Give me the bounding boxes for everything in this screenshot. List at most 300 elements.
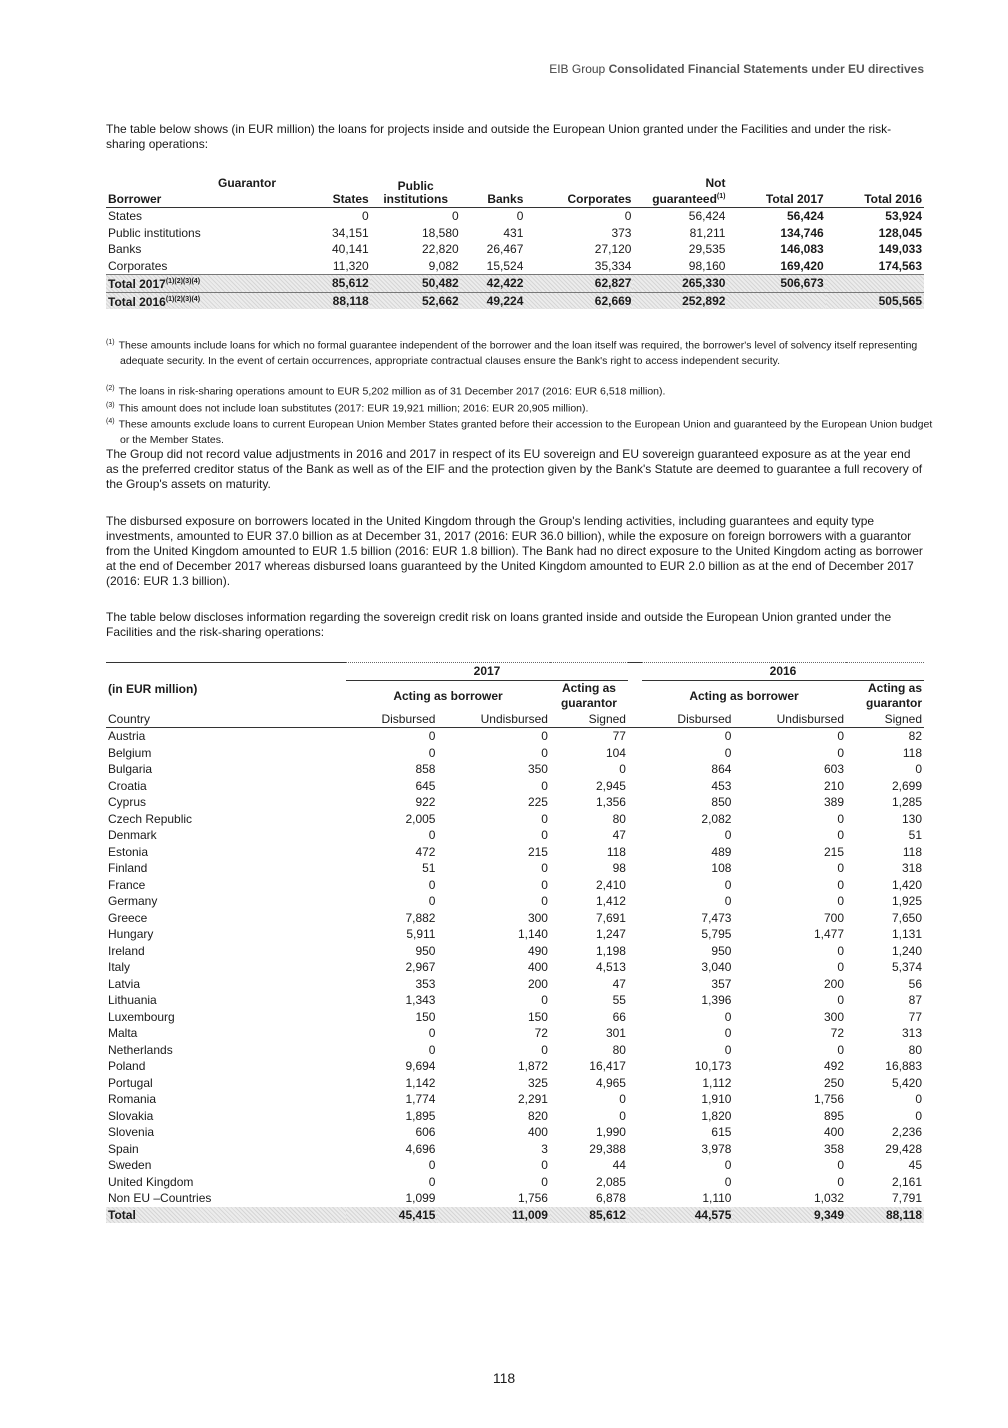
cell: 29,535 <box>688 242 726 257</box>
cell: 88,118 <box>846 1207 924 1224</box>
cell: 77 <box>612 729 626 744</box>
col-header: Corporates <box>525 176 633 208</box>
cell: 2,005 <box>405 811 436 826</box>
cell: 1,343 <box>405 993 436 1008</box>
table-row <box>106 827 924 844</box>
cell: 4,696 <box>405 1141 436 1156</box>
col-header: Total 2017 <box>727 176 825 208</box>
cell: 2,291 <box>517 1092 548 1107</box>
cell: 0 <box>837 828 844 843</box>
cell: 98,160 <box>688 258 726 273</box>
cell: 118 <box>606 844 626 859</box>
cell: 0 <box>724 1026 732 1041</box>
cell: 56 <box>908 976 922 991</box>
cell: 1,477 <box>813 927 844 942</box>
cell: 2,085 <box>595 1174 626 1189</box>
cell: 0 <box>837 1042 844 1057</box>
cell: 0 <box>837 861 844 876</box>
cell: 0 <box>837 1174 844 1189</box>
cell: 0 <box>541 894 548 909</box>
row-label: Cyprus <box>108 795 147 810</box>
row-label: Czech Republic <box>108 811 193 826</box>
cell: 146,083 <box>780 242 824 257</box>
col-header: Total 2016 <box>826 176 924 208</box>
table-row <box>106 1075 924 1092</box>
cell: 4,965 <box>595 1075 626 1090</box>
cell: 252,892 <box>633 292 727 309</box>
cell: 0 <box>541 1158 548 1173</box>
table-row <box>106 992 924 1009</box>
cell: 44 <box>612 1158 626 1173</box>
cell: 0 <box>837 960 844 975</box>
cell: 9,694 <box>405 1059 436 1074</box>
cell: 27,120 <box>594 242 632 257</box>
col-header: Signed <box>550 711 628 728</box>
cell: 0 <box>837 993 844 1008</box>
cell: 505,565 <box>826 292 924 309</box>
cell: 0 <box>428 1026 436 1041</box>
cell: 373 <box>611 225 632 240</box>
cell: 0 <box>428 828 436 843</box>
cell: 81,211 <box>689 225 726 240</box>
row-label: Estonia <box>108 844 149 859</box>
cell: 431 <box>503 225 524 240</box>
col-header: Disbursed <box>346 711 437 728</box>
cell: 353 <box>415 976 436 991</box>
cell: 80 <box>908 1042 922 1057</box>
cell: 11,320 <box>332 258 369 273</box>
cell: 0 <box>724 1009 732 1024</box>
row-label: Finland <box>108 861 148 876</box>
cell: 85,612 <box>306 275 371 293</box>
cell: 118 <box>902 844 922 859</box>
cell: 108 <box>711 861 732 876</box>
cell: 0 <box>915 762 922 777</box>
cell: 700 <box>823 910 844 925</box>
cell: 864 <box>711 762 732 777</box>
year-2017-header: 2017 <box>346 663 628 681</box>
cell: 40,141 <box>331 242 369 257</box>
row-label: Germany <box>108 894 158 909</box>
cell: 0 <box>541 861 548 876</box>
cell: 82 <box>908 729 922 744</box>
cell <box>826 275 924 293</box>
table-row <box>106 1174 924 1191</box>
cell: 0 <box>428 1158 436 1173</box>
cell: 1,099 <box>405 1191 436 1206</box>
cell: 0 <box>837 745 844 760</box>
row-label: States <box>108 209 143 224</box>
cell: 80 <box>612 811 626 826</box>
col-header: Not guaranteed$^{(1)}$ <box>633 176 727 208</box>
cell: 0 <box>724 1042 732 1057</box>
table-row <box>106 1058 924 1075</box>
table-row <box>106 225 924 242</box>
footnote: $^{(2)}$ The loans in risk-sharing operations amount to EUR 5,202 million as of 31 December 2017 (2016: EUR 6,518 million). <box>106 385 666 398</box>
cell: 0 <box>428 1174 436 1189</box>
cell: 0 <box>619 1092 626 1107</box>
cell: 2,082 <box>701 811 732 826</box>
table-row <box>106 794 924 811</box>
cell: 77 <box>908 1009 922 1024</box>
cell: 2,161 <box>891 1174 922 1189</box>
cell: 489 <box>711 844 732 859</box>
cell: 0 <box>724 1174 732 1189</box>
cell: 10,173 <box>694 1059 732 1074</box>
cell: 1,756 <box>517 1191 548 1206</box>
cell: 895 <box>823 1108 844 1123</box>
cell: 0 <box>724 1158 732 1173</box>
table-row <box>106 893 924 910</box>
intro-paragraph-1: The table below shows (in EUR million) the loans for projects inside and outside the European Union granted under the Facilities and under the risk-sharing operations: <box>106 122 892 151</box>
cell: 850 <box>711 795 732 810</box>
table-row <box>106 778 924 795</box>
cell: 16,883 <box>885 1059 922 1074</box>
row-label: Romania <box>108 1092 157 1107</box>
row-label: Slovenia <box>108 1125 155 1140</box>
row-label: United Kingdom <box>108 1174 194 1189</box>
cell: 0 <box>837 894 844 909</box>
cell: 645 <box>415 778 436 793</box>
row-label: Greece <box>108 910 148 925</box>
cell: 47 <box>612 976 626 991</box>
col-header: Signed <box>846 711 924 728</box>
cell: 62,827 <box>525 275 633 293</box>
cell: 7,882 <box>405 910 436 925</box>
cell: 72 <box>830 1026 844 1041</box>
col-header: Country <box>106 711 346 728</box>
table-row <box>106 761 924 778</box>
cell: 7,691 <box>595 910 626 925</box>
table-row <box>106 1157 924 1174</box>
paragraph-value-adjustments: The Group did not record value adjustments in 2016 and 2017 in respect of its EU sovereign and EU sovereign guaranteed exposure as at the year end as the preferred creditor status of the Bank as well as of the EIF and the protection given by the Bank's Statute are deemed to guarantee a full recovery of the Group's assets on maturity. <box>106 447 923 491</box>
sovereign-credit-risk-table <box>106 662 924 1223</box>
cell: 2,410 <box>595 877 626 892</box>
cell: 1,396 <box>701 993 732 1008</box>
cell: 29,428 <box>885 1141 922 1156</box>
cell: 0 <box>837 729 844 744</box>
cell: 0 <box>837 1158 844 1173</box>
cell: 0 <box>516 209 524 224</box>
cell: 53,924 <box>885 209 922 224</box>
cell: 1,356 <box>595 795 626 810</box>
cell: 0 <box>541 993 548 1008</box>
cell: 0 <box>724 877 732 892</box>
cell: 858 <box>415 762 436 777</box>
cell: 0 <box>362 209 369 224</box>
cell: 318 <box>901 861 922 876</box>
cell <box>727 292 825 309</box>
cell: 1,774 <box>405 1092 436 1107</box>
footnote: $^{(3)}$ This amount does not include loan substitutes (2017: EUR 19,921 million; 2016: EUR 20,905 million). <box>106 402 589 415</box>
cell: 5,911 <box>406 927 436 942</box>
cell: 300 <box>527 910 548 925</box>
cell: 0 <box>619 762 626 777</box>
cell: 45,415 <box>346 1207 437 1224</box>
cell: 1,990 <box>595 1125 626 1140</box>
cell: 169,420 <box>780 258 824 273</box>
cell: 1,925 <box>891 894 922 909</box>
cell: 0 <box>724 894 732 909</box>
cell: 400 <box>823 1125 844 1140</box>
table-row <box>106 860 924 877</box>
cell: 0 <box>452 209 459 224</box>
table-row <box>106 1108 924 1125</box>
cell: 150 <box>415 1009 436 1024</box>
row-label: Portugal <box>108 1075 153 1090</box>
cell: 2,967 <box>405 960 436 975</box>
row-label: Lithuania <box>108 993 157 1008</box>
cell: 1,872 <box>517 1059 548 1074</box>
cell: 0 <box>837 877 844 892</box>
acting-guarantor-2016: Acting as guarantor <box>865 680 922 710</box>
col-header: States <box>306 176 371 208</box>
row-label: Latvia <box>108 976 141 991</box>
table-row <box>106 844 924 861</box>
table-row <box>106 728 924 745</box>
cell: 51 <box>908 828 922 843</box>
cell: 0 <box>541 745 548 760</box>
row-label: Denmark <box>108 828 157 843</box>
page-number: 118 <box>492 1370 516 1386</box>
cell: 200 <box>527 976 548 991</box>
row-label: Netherlands <box>108 1042 173 1057</box>
cell: 0 <box>837 943 844 958</box>
row-label: Bulgaria <box>108 762 153 777</box>
total-row <box>106 1207 924 1224</box>
cell: 0 <box>541 877 548 892</box>
total-row: Total $2017^{(1)(2)(3)(4)}$ 85,612 50,482 42,422 62,827 265,330 506,673 <box>106 275 924 293</box>
cell: 2,699 <box>891 778 922 793</box>
cell: 0 <box>428 1042 436 1057</box>
cell: 5,795 <box>701 927 732 942</box>
cell: 1,895 <box>405 1108 436 1123</box>
cell: 358 <box>823 1141 844 1156</box>
cell: 18,580 <box>421 225 459 240</box>
cell: 1,910 <box>701 1092 732 1107</box>
cell: 606 <box>415 1125 436 1140</box>
row-label: Hungary <box>108 927 154 942</box>
table-row <box>106 811 924 828</box>
table-row <box>106 1141 924 1158</box>
cell: 215 <box>823 844 844 859</box>
cell: 29,388 <box>589 1141 626 1156</box>
cell: 128,045 <box>878 225 922 240</box>
cell: 200 <box>823 976 844 991</box>
cell: 80 <box>612 1042 626 1057</box>
table-row <box>106 745 924 762</box>
loans-by-guarantor-table <box>106 176 924 309</box>
cell: 56,424 <box>787 209 824 224</box>
cell: 16,417 <box>589 1059 626 1074</box>
col-header: Banks <box>461 176 526 208</box>
intro-paragraph-2: The table below discloses information regarding the sovereign credit risk on loans granted inside and outside the European Union granted under the Facilities and the risk-sharing operations: <box>106 610 892 639</box>
year-2016-header: 2016 <box>642 663 924 681</box>
row-label: Spain <box>108 1141 139 1156</box>
table-row <box>106 241 924 258</box>
cell: 1,820 <box>701 1108 732 1123</box>
cell: 0 <box>724 729 732 744</box>
acting-borrower-2016: Acting as borrower <box>689 688 799 703</box>
cell: 0 <box>428 729 436 744</box>
table-row <box>106 926 924 943</box>
cell: 72 <box>534 1026 548 1041</box>
cell: 0 <box>541 828 548 843</box>
cell: 0 <box>541 811 548 826</box>
cell: 820 <box>527 1108 548 1123</box>
cell: 42,422 <box>461 275 526 293</box>
cell: 603 <box>823 762 844 777</box>
col-header: Public institutions <box>371 176 461 208</box>
col-header: Undisbursed <box>733 711 846 728</box>
footnote: $^{(1)}$ These amounts include loans for which no formal guarantee independent of the borrower and the loan itself was required, the borrower's level of solvency itself representing adequate security. In the event of certain occurrences, appropriate contractual clauses ensure the Bank's right to access independent security. <box>106 339 918 367</box>
cell: 1,110 <box>702 1191 732 1206</box>
row-label: Total <box>106 1207 346 1224</box>
cell: 950 <box>711 943 732 958</box>
cell: 215 <box>527 844 548 859</box>
cell: 0 <box>541 1174 548 1189</box>
row-label: Sweden <box>108 1158 152 1173</box>
cell: 62,669 <box>525 292 633 309</box>
cell: 52,662 <box>371 292 461 309</box>
row-label: Poland <box>108 1059 146 1074</box>
cell: 7,791 <box>891 1191 922 1206</box>
acting-guarantor-2017: Acting as guarantor <box>560 680 617 710</box>
row-label: Austria <box>108 729 146 744</box>
cell: 1,112 <box>702 1075 732 1090</box>
cell: 1,198 <box>595 943 626 958</box>
acting-borrower-2017: Acting as borrower <box>393 688 503 703</box>
cell: 50,482 <box>371 275 461 293</box>
cell: 2,945 <box>595 778 626 793</box>
cell: 0 <box>837 811 844 826</box>
cell: 0 <box>541 778 548 793</box>
cell: 0 <box>724 745 732 760</box>
cell: 7,473 <box>701 910 732 925</box>
cell: 104 <box>605 745 626 760</box>
table-row <box>106 910 924 927</box>
cell: 357 <box>711 976 732 991</box>
row-label: Public institutions <box>108 225 201 240</box>
table-row <box>106 208 924 225</box>
cell: 0 <box>428 745 436 760</box>
cell: 44,575 <box>642 1207 733 1224</box>
total-row: Total $2016^{(1)(2)(3)(4)}$ 88,118 52,662 49,224 62,669 252,892 505,565 <box>108 293 922 309</box>
cell: 26,467 <box>486 242 524 257</box>
row-label: Malta <box>108 1026 138 1041</box>
cell: 55 <box>612 993 626 1008</box>
cell: 85,612 <box>550 1207 628 1224</box>
cell: 400 <box>527 1125 548 1140</box>
cell: 87 <box>908 993 922 1008</box>
cell: 1,140 <box>517 927 548 942</box>
table-row <box>106 959 924 976</box>
cell: 174,563 <box>878 258 922 273</box>
cell: 34,151 <box>331 225 369 240</box>
cell: 1,032 <box>813 1191 844 1206</box>
cell: 0 <box>541 1042 548 1057</box>
corner-header: Guarantor Borrower <box>106 176 306 208</box>
cell: 265,330 <box>633 275 727 293</box>
cell: 2,236 <box>891 1125 922 1140</box>
table-row <box>106 258 924 275</box>
table-row <box>106 877 924 894</box>
cell: 6,878 <box>595 1191 626 1206</box>
cell: 1,142 <box>405 1075 436 1090</box>
cell: 210 <box>823 778 844 793</box>
cell: 400 <box>527 960 548 975</box>
table-row <box>106 1091 924 1108</box>
row-label: Ireland <box>108 943 145 958</box>
running-header: EIB Group Consolidated Financial Statements under EU directives <box>549 62 924 76</box>
col-header: Disbursed <box>642 711 733 728</box>
cell: 922 <box>415 795 436 810</box>
cell: 225 <box>527 795 548 810</box>
unit-label: (in EUR million) <box>108 682 198 696</box>
cell: 301 <box>605 1026 626 1041</box>
row-label: Belgium <box>108 745 152 760</box>
cell: 15,524 <box>486 258 524 273</box>
cell: 150 <box>527 1009 548 1024</box>
cell: 11,009 <box>437 1207 550 1224</box>
cell: 1,412 <box>595 894 626 909</box>
table-row <box>106 1124 924 1141</box>
cell: 350 <box>527 762 548 777</box>
cell: 313 <box>901 1026 922 1041</box>
cell: 0 <box>619 1108 626 1123</box>
row-label: Non EU –Countries <box>108 1191 212 1206</box>
cell: 0 <box>724 828 732 843</box>
cell: 453 <box>711 778 732 793</box>
cell: 47 <box>612 828 626 843</box>
row-label: Croatia <box>108 778 147 793</box>
cell: 49,224 <box>461 292 526 309</box>
cell: 130 <box>901 811 922 826</box>
cell: 472 <box>415 844 436 859</box>
cell: 5,420 <box>891 1075 922 1090</box>
cell: 250 <box>823 1075 844 1090</box>
cell: 300 <box>823 1009 844 1024</box>
cell: 0 <box>428 894 436 909</box>
cell: 1,420 <box>891 877 922 892</box>
footnote: $^{(4)}$ These amounts exclude loans to current European Union Member States granted before their accession to the European Union and guaranteed by the European Union budget or the Member States. <box>106 418 933 446</box>
cell: 1,240 <box>891 943 922 958</box>
cell: 389 <box>823 795 844 810</box>
cell: 118 <box>902 745 922 760</box>
table-row <box>106 943 924 960</box>
table-row <box>106 1025 924 1042</box>
cell: 492 <box>823 1059 844 1074</box>
paragraph-uk-exposure: The disbursed exposure on borrowers located in the United Kingdom through the Group's lending activities, including guarantees and equity type investments, amounted to EUR 37.0 billion as at December 31, 2017 (2016: EUR 36.0 billion), while the exposure on foreign borrowers with a guarantor from the United Kingdom amounted to EUR 1.5 billion (2016: EUR 1.8 billion). The Bank had no direct exposure to the United Kingdom acting as borrower at the end of December 2017 whereas disbursed loans guaranteed by the United Kingdom amounted to EUR 2.0 billion as at the end of December 2017 (2016: EUR 1.3 billion). <box>106 514 923 588</box>
cell: 506,673 <box>727 275 825 293</box>
cell: 5,374 <box>891 960 922 975</box>
cell: 7,650 <box>891 910 922 925</box>
cell: 1,285 <box>891 795 922 810</box>
row-label: France <box>108 877 146 892</box>
cell: 0 <box>541 729 548 744</box>
cell: 4,513 <box>595 960 626 975</box>
cell: 134,746 <box>780 225 824 240</box>
table-row <box>106 1009 924 1026</box>
cell: 0 <box>915 1092 922 1107</box>
cell: 490 <box>527 943 548 958</box>
cell: 45 <box>908 1158 922 1173</box>
row-label: Slovakia <box>108 1108 154 1123</box>
row-label: Italy <box>108 960 131 975</box>
cell: 1,247 <box>595 927 626 942</box>
cell: 3,040 <box>701 960 732 975</box>
cell: 3,978 <box>701 1141 732 1156</box>
